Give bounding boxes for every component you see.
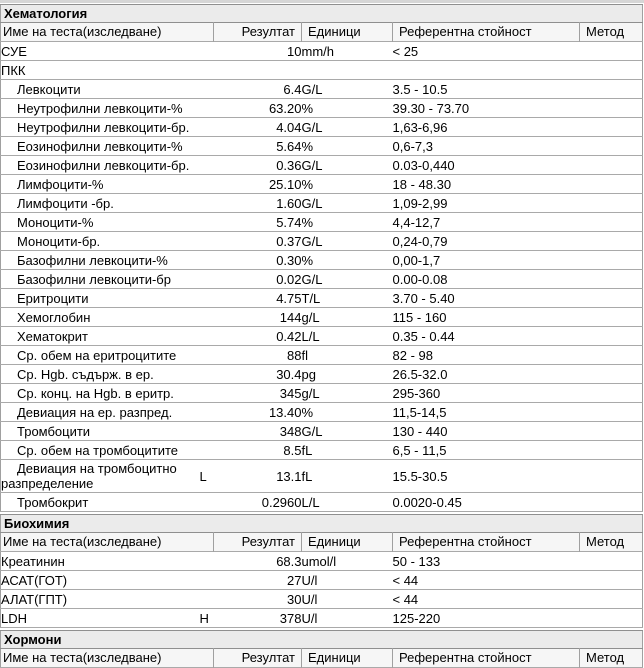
test-units: L/L [301, 328, 320, 344]
section-header-row [1, 515, 643, 533]
test-reference: 0,6-7,3 [392, 138, 433, 154]
test-reference: < 25 [392, 43, 419, 59]
test-flag [200, 493, 214, 512]
test-units: G/L [301, 157, 323, 173]
test-units: fL [301, 468, 313, 484]
test-units: T/L [301, 290, 321, 306]
test-result: 30.4 [276, 366, 302, 382]
test-method [580, 403, 643, 422]
section-title: Биохимия [4, 516, 70, 531]
test-reference: 82 - 98 [392, 347, 433, 363]
column-header-result: Резултат [214, 23, 302, 42]
test-reference: 1,63-6,96 [392, 119, 448, 135]
test-name: Ср. Hgb. съдърж. в ер. [17, 366, 154, 382]
test-flag [200, 590, 214, 609]
test-name: Хемоглобин [17, 309, 91, 325]
test-name: АЛАТ(ГПТ) [1, 591, 68, 607]
test-result: 13.1 [276, 468, 302, 484]
test-row [1, 609, 643, 628]
test-units: G/L [301, 195, 323, 211]
test-method [580, 365, 643, 384]
test-row [1, 194, 643, 213]
test-name: Девиация на ер. разпред. [17, 404, 173, 420]
test-flag [200, 118, 214, 137]
test-units: G/L [301, 423, 323, 439]
test-flag [200, 365, 214, 384]
column-header-method: Метод [580, 649, 643, 668]
test-reference: 1,09-2,99 [392, 195, 448, 211]
test-row [1, 99, 643, 118]
test-units: % [301, 214, 314, 230]
test-reference: 0.35 - 0.44 [392, 328, 455, 344]
test-result: 0.36 [276, 157, 302, 173]
test-units: % [301, 138, 314, 154]
test-result: 0.02 [276, 271, 302, 287]
test-row [1, 327, 643, 346]
test-result: 0.2960 [261, 494, 302, 510]
test-result: 27 [287, 572, 302, 588]
test-row [1, 365, 643, 384]
test-method [580, 571, 643, 590]
test-method [580, 99, 643, 118]
test-result: 10 [287, 43, 302, 59]
test-name: Еозинофилни левкоцити-бр. [17, 157, 190, 173]
test-flag [200, 327, 214, 346]
test-method [580, 80, 643, 99]
test-flag [200, 308, 214, 327]
test-result [214, 61, 302, 80]
test-result: 0.42 [276, 328, 302, 344]
test-result: 6.4 [283, 81, 302, 97]
column-header-row [1, 533, 643, 552]
test-result: 88 [287, 347, 302, 363]
test-flag [200, 571, 214, 590]
test-result: 13.40 [268, 404, 302, 420]
test-result: 8.5 [283, 442, 302, 458]
test-name: Тромбокрит [17, 494, 89, 510]
section-title: Хормони [4, 632, 62, 647]
test-row [1, 61, 643, 80]
column-header-reference: Референтна стойност [393, 649, 580, 668]
test-reference: < 44 [392, 591, 419, 607]
test-flag [200, 270, 214, 289]
test-row [1, 42, 643, 61]
test-row [1, 422, 643, 441]
test-method [580, 384, 643, 403]
test-row [1, 118, 643, 137]
test-flag [200, 422, 214, 441]
test-reference: 125-220 [392, 610, 441, 626]
test-reference: 4,4-12,7 [392, 214, 441, 230]
test-flag [200, 61, 214, 80]
test-method [580, 270, 643, 289]
test-row [1, 571, 643, 590]
test-units: fl [301, 347, 308, 363]
section-table [0, 4, 643, 512]
column-header-result: Резултат [214, 533, 302, 552]
test-method [580, 232, 643, 251]
test-units: g/L [301, 309, 320, 325]
test-method [580, 194, 643, 213]
test-name: Ср. конц. на Hgb. в еритр. [17, 385, 174, 401]
section-title: Хематология [4, 6, 88, 21]
test-method [580, 346, 643, 365]
test-row [1, 590, 643, 609]
test-method [580, 213, 643, 232]
test-method [580, 493, 643, 512]
test-reference: 3.5 - 10.5 [392, 81, 448, 97]
test-method [580, 156, 643, 175]
test-flag [200, 384, 214, 403]
lab-results-report [0, 4, 644, 668]
test-flag [200, 441, 214, 460]
test-method [580, 590, 643, 609]
test-row [1, 213, 643, 232]
test-flag [200, 156, 214, 175]
test-units: g/L [301, 385, 320, 401]
column-header-name: Име на теста(изследване) [3, 24, 162, 39]
column-header-method: Метод [580, 23, 643, 42]
test-flag [200, 175, 214, 194]
column-header-name: Име на теста(изследване) [3, 534, 162, 549]
test-reference: 0,24-0,79 [392, 233, 448, 249]
test-reference: 130 - 440 [392, 423, 448, 439]
column-header-units: Единици [302, 649, 393, 668]
test-row [1, 346, 643, 365]
test-reference: 3.70 - 5.40 [392, 290, 455, 306]
test-reference: < 44 [392, 572, 419, 588]
test-flag [200, 80, 214, 99]
test-reference: 26.5-32.0 [392, 366, 448, 382]
test-method [580, 327, 643, 346]
test-row [1, 270, 643, 289]
test-name: АСАТ(ГОТ) [1, 572, 68, 588]
test-units: % [301, 252, 314, 268]
test-reference: 0.0020-0.45 [392, 494, 462, 510]
test-name: Базофилни левкоцити-бр [17, 271, 171, 287]
test-result: 4.75 [276, 290, 302, 306]
test-result: 63.20 [268, 100, 302, 116]
test-name: Левкоцити [17, 81, 81, 97]
test-row [1, 80, 643, 99]
test-method [580, 118, 643, 137]
test-flag [200, 403, 214, 422]
test-method [580, 289, 643, 308]
test-reference: 11,5-14,5 [392, 404, 447, 420]
test-method [580, 175, 643, 194]
test-flag [200, 42, 214, 61]
test-row [1, 493, 643, 512]
test-result: 378 [279, 610, 302, 626]
test-flag [200, 194, 214, 213]
section-header-row [1, 5, 643, 23]
test-row [1, 289, 643, 308]
test-result: 0.37 [276, 233, 302, 249]
test-units: U/l [301, 572, 318, 588]
column-header-units: Единици [302, 23, 393, 42]
test-name: ПКК [1, 62, 26, 78]
test-method [580, 552, 643, 571]
test-result: 68.3 [276, 553, 302, 569]
test-result: 25.10 [268, 176, 302, 192]
test-reference: 295-360 [392, 385, 441, 401]
test-units: fL [301, 442, 313, 458]
test-units: U/l [301, 610, 318, 626]
test-name: Неутрофилни левкоцити-бр. [17, 119, 190, 135]
test-units: mm/h [301, 43, 334, 59]
test-flag [200, 213, 214, 232]
test-name: Креатинин [1, 553, 65, 569]
test-result: 5.64 [276, 138, 302, 154]
column-header-reference: Референтна стойност [393, 533, 580, 552]
test-method [580, 308, 643, 327]
section-header-row [1, 631, 643, 649]
test-method [580, 251, 643, 270]
column-header-units: Единици [302, 533, 393, 552]
test-name: Еозинофилни левкоцити-% [17, 138, 183, 154]
test-result: 30 [287, 591, 302, 607]
test-units: U/l [301, 591, 318, 607]
test-row [1, 403, 643, 422]
test-units: G/L [301, 233, 323, 249]
test-units: % [301, 100, 314, 116]
test-result: 144 [279, 309, 302, 325]
test-units: pg [301, 366, 316, 382]
test-name: Лимфоцити -бр. [17, 195, 114, 211]
test-units: umol/l [301, 553, 337, 569]
test-row [1, 232, 643, 251]
test-method [580, 422, 643, 441]
test-name: Тромбоцити [17, 423, 91, 439]
test-units: G/L [301, 81, 323, 97]
column-header-name: Име на теста(изследване) [3, 650, 162, 665]
test-result: 0.30 [276, 252, 302, 268]
test-units: % [301, 404, 314, 420]
test-reference: 39.30 - 73.70 [392, 100, 470, 116]
test-method [580, 42, 643, 61]
test-reference: 115 - 160 [392, 309, 447, 325]
test-reference: 0,00-1,7 [392, 252, 441, 268]
test-method [580, 460, 643, 493]
test-name: Лимфоцити-% [17, 176, 104, 192]
test-reference: 6,5 - 11,5 [392, 442, 447, 458]
test-units: % [301, 176, 314, 192]
test-reference: 18 - 48.30 [392, 176, 452, 192]
test-name: Моноцити-бр. [17, 233, 101, 249]
test-units: G/L [301, 271, 323, 287]
test-method [580, 441, 643, 460]
test-name: СУЕ [1, 43, 27, 59]
section-table [0, 514, 643, 628]
test-flag [200, 99, 214, 118]
test-method [580, 61, 643, 80]
test-flag [200, 346, 214, 365]
test-name: LDH [1, 610, 28, 626]
column-header-reference: Референтна стойност [393, 23, 580, 42]
test-row [1, 441, 643, 460]
test-name: Хематокрит [17, 328, 88, 344]
test-flag [200, 232, 214, 251]
test-row [1, 552, 643, 571]
test-row [1, 137, 643, 156]
column-header-row [1, 649, 643, 668]
test-row [1, 384, 643, 403]
test-row [1, 251, 643, 270]
test-flag: H [199, 610, 209, 626]
test-result: 5.74 [276, 214, 302, 230]
test-name: Неутрофилни левкоцити-% [17, 100, 183, 116]
test-method [580, 137, 643, 156]
test-name: Моноцити-% [17, 214, 94, 230]
test-flag [200, 552, 214, 571]
test-flag [200, 251, 214, 270]
test-name: Девиация на тромбоцитно разпределение [1, 461, 177, 491]
test-reference: 0.03-0,440 [392, 157, 455, 173]
test-method [580, 609, 643, 628]
test-units [302, 61, 393, 80]
test-flag [200, 289, 214, 308]
test-flag: L [199, 468, 207, 484]
section-table [0, 630, 643, 668]
test-result: 348 [279, 423, 302, 439]
test-result: 1.60 [276, 195, 302, 211]
column-header-row [1, 23, 643, 42]
column-header-method: Метод [580, 533, 643, 552]
test-reference: 0.00-0.08 [392, 271, 448, 287]
test-row [1, 460, 643, 493]
test-row [1, 308, 643, 327]
test-row [1, 175, 643, 194]
test-result: 345 [279, 385, 302, 401]
test-flag [200, 137, 214, 156]
test-units: L/L [301, 494, 320, 510]
test-units: G/L [301, 119, 323, 135]
test-reference: 15.5-30.5 [392, 468, 448, 484]
test-reference: 50 - 133 [392, 553, 441, 569]
test-result: 4.04 [276, 119, 302, 135]
column-header-result: Резултат [214, 649, 302, 668]
test-name: Ср. обем на еритроцитите [17, 347, 177, 363]
test-row [1, 156, 643, 175]
test-name: Еритроцити [17, 290, 89, 306]
test-name: Ср. обем на тромбоцитите [17, 442, 179, 458]
test-name: Базофилни левкоцити-% [17, 252, 168, 268]
test-reference [393, 61, 580, 80]
